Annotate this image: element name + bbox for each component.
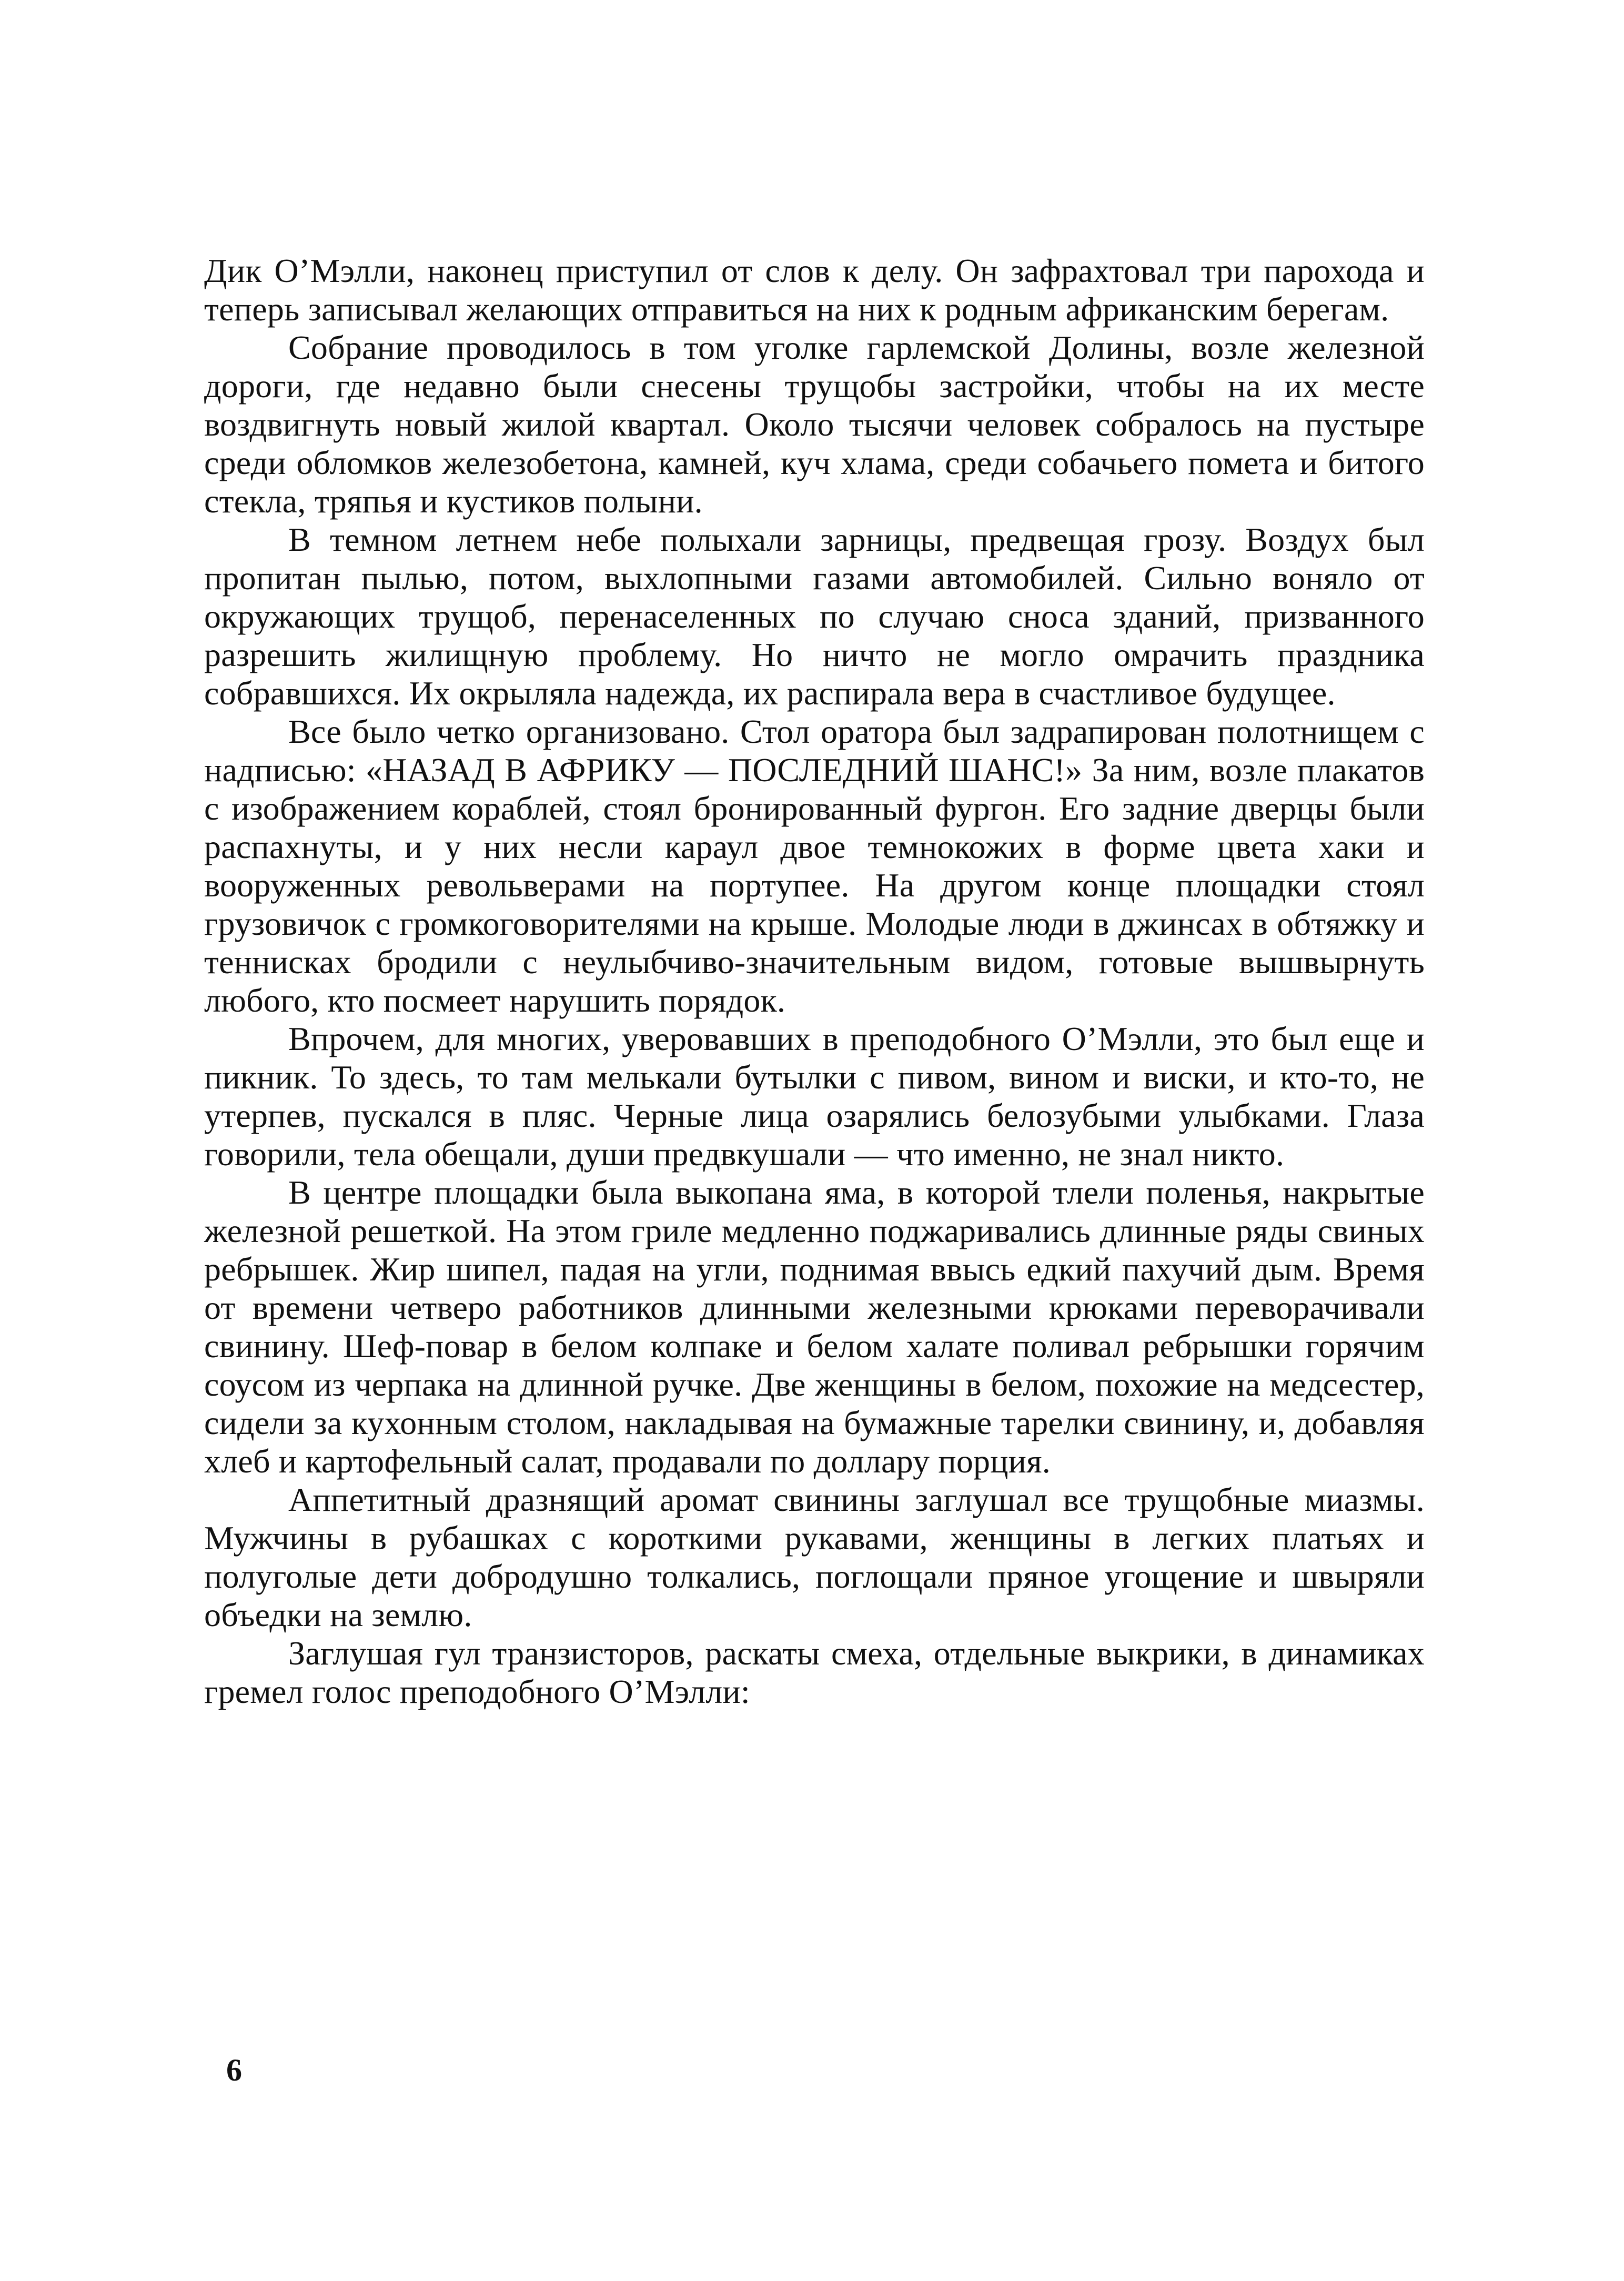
paragraph: Впрочем, для многих, уверовавших в преподобного О’Мэлли, это был еще и пикник. То здесь, то там мелькали бутылки с пивом, вином и виски, и кто-то, не утерпев, пускался в пляс. Черные лица озарялись белозубыми улыбками. Глаза говорили, тела обещали, души предвкушали — что именно, не знал никто. bbox=[204, 1020, 1425, 1173]
paragraph: Все было четко организовано. Стол оратора был задрапирован полотнищем с надписью: «НАЗАД В АФРИКУ — ПОСЛЕДНИЙ ШАНС!» За ним, возле плакатов с изображением кораблей, стоял бронированный фургон. Его задние дверцы были распахнуты, и у них несли караул двое темнокожих в форме цвета хаки и вооруженных револьверами на портупее. На другом конце площадки стоял грузовичок с громкоговорителями на крыше. Молодые люди в джинсах в обтяжку и тенниcках бродили с неулыбчиво-значительным видом, готовые вышвырнуть любого, кто посмеет нарушить порядок. bbox=[204, 713, 1425, 1019]
paragraph: В темном летнем небе полыхали зарницы, предвещая грозу. Воздух был пропитан пылью, потом, выхлопными газами автомобилей. Сильно воняло от окружающих трущоб, перенаселенных по случаю сноса зданий, призванного разрешить жилищную проблему. Но ничто не могло омрачить праздника собравшихся. Их окрыляла надежда, их распирала вера в счастливое будущее. bbox=[204, 521, 1425, 712]
paragraph: Заглушая гул транзисторов, раскаты смеха, отдельные выкрики, в динамиках гремел голос преподобного О’Мэлли: bbox=[204, 1634, 1425, 1710]
paragraph: Аппетитный дразнящий аромат свинины заглушал все трущобные миазмы. Мужчины в рубашках с короткими рукавами, женщины в легких платьях и полуголые дети добродушно толкались, поглощали пряное угощение и швыряли объедки на землю. bbox=[204, 1481, 1425, 1633]
paragraph: В центре площадки была выкопана яма, в которой тлели поленья, накрытые железной решеткой. На этом гриле медленно поджаривались длинные ряды свиных ребрышек. Жир шипел, падая на угли, поднимая ввысь едкий пахучий дым. Время от времени четверо работников длинными железными крюками переворачивали свинину. Шеф-повар в белом колпаке и белом халате поливал ребрышки горячим соусом из черпака на длинной ручке. Две женщины в белом, похожие на медсестер, сидели за кухонным столом, накладывая на бумажные тарелки свинину, и, добавляя хлеб и картофельный салат, продавали по доллару порция. bbox=[204, 1174, 1425, 1480]
paragraph: Собрание проводилось в том уголке гарлемской Долины, возле железной дороги, где недавно были снесены трущобы застройки, чтобы на их месте воздвигнуть новый жилой квартал. Около тысячи человек собралось на пустыре среди обломков железобетона, камней, куч хлама, среди собачьего помета и битого стекла, тряпья и кустиков полыни. bbox=[204, 329, 1425, 520]
paragraph: Дик О’Мэлли, наконец приступил от слов к делу. Он зафрахтовал три парохода и теперь записывал желающих отправиться на них к родным африканским берегам. bbox=[204, 252, 1425, 328]
body-text bbox=[204, 251, 1425, 1711]
page-number: 6 bbox=[226, 2053, 242, 2087]
